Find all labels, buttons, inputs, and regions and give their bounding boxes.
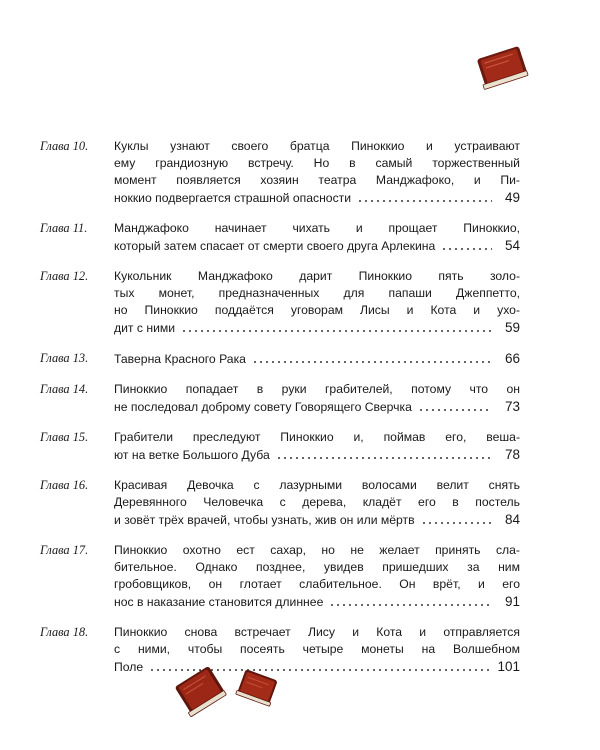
entry-line: дит с ними	[114, 321, 176, 335]
chapter-label: Глава 15.	[40, 430, 89, 444]
dot-leader	[181, 329, 492, 333]
chapter-label: Глава 16.	[40, 478, 89, 492]
chapter-label: Глава 10.	[40, 139, 89, 153]
dot-leader	[329, 603, 492, 607]
entry-line: ноккио подвергается страшной опасности	[114, 191, 352, 205]
entry-last-line	[114, 511, 520, 529]
toc-entry[interactable]	[40, 429, 520, 464]
book-icon	[168, 660, 232, 720]
page-number: 78	[504, 447, 520, 462]
chapter-label: Глава 12.	[40, 269, 89, 283]
toc-entry[interactable]	[40, 477, 520, 529]
entry-last-line	[114, 398, 520, 416]
entry-line: Манджафоко начинает чихать и прощает Пиноккио,	[114, 221, 520, 235]
toc-entry[interactable]	[40, 350, 520, 368]
entry-line: момент появляется хозяин театра Манджафоко, и Пи-	[114, 173, 520, 187]
chapter-label: Глава 13.	[40, 351, 89, 365]
toc-entry[interactable]	[40, 268, 520, 337]
dot-leader	[252, 360, 492, 364]
entry-line: гробовщиков, он глотает слабительное. Он врёт, и его	[114, 577, 520, 591]
page-number: 101	[497, 659, 520, 674]
chapter-label: Глава 11.	[40, 221, 88, 235]
entry-last-line	[114, 237, 520, 255]
dot-leader	[418, 408, 492, 412]
dot-leader	[421, 521, 492, 525]
entry-line: с ними, чтобы посеять четыре монеты на Волшебном	[114, 642, 520, 656]
chapter-label: Глава 17.	[40, 543, 89, 557]
page-number: 54	[504, 238, 520, 253]
entry-last-line	[114, 593, 520, 611]
entry-last-line	[114, 189, 520, 207]
entry-line: но Пиноккио поддаётся уговорам Лисы и Кота и ухо-	[114, 303, 520, 317]
page-number: 59	[504, 320, 520, 335]
page-number: 73	[504, 399, 520, 414]
toc-entry[interactable]	[40, 381, 520, 416]
dot-leader	[276, 456, 492, 460]
book-icon	[232, 664, 282, 712]
entry-line: Поле	[114, 660, 144, 674]
entry-line: Пиноккио охотно ест сахар, но не желает принять сла-	[114, 543, 520, 557]
entry-line: Пиноккио снова встречает Лису и Кота и отправляется	[114, 625, 520, 639]
entry-line: Красивая Девочка с лазурными волосами велит снять	[114, 478, 520, 492]
entry-line: бительное. Однако позднее, увидев пришедших за ним	[114, 560, 520, 574]
book-icon	[470, 38, 534, 94]
toc-entry[interactable]	[40, 542, 520, 611]
toc-entry[interactable]	[40, 220, 520, 255]
dot-leader	[441, 247, 492, 251]
entry-line: ему грандиозную встречу. Но в самый торжественный	[114, 156, 520, 170]
page-number: 49	[504, 190, 520, 205]
entry-line: и зовёт трёх врачей, чтобы узнать, жив он или мёртв	[114, 513, 415, 527]
entry-line: Грабители преследуют Пиноккио и, поймав его, веша-	[114, 430, 520, 444]
entry-last-line	[114, 319, 520, 337]
chapter-label: Глава 18.	[40, 625, 89, 639]
entry-line: который затем спасает от смерти своего друга Арлекина	[114, 239, 436, 253]
toc-entry[interactable]	[40, 138, 520, 207]
entry-line: тых монет, предназначенных для папаши Джеппетто,	[114, 286, 520, 300]
entry-line: Таверна Красного Рака	[114, 352, 246, 366]
page-number: 84	[504, 512, 520, 527]
entry-last-line	[114, 350, 520, 368]
entry-line: ют на ветке Большого Дуба	[114, 448, 270, 462]
entry-line: не последовал доброму совету Говорящего Сверчка	[114, 400, 412, 414]
chapter-label: Глава 14.	[40, 382, 89, 396]
entry-line: Деревянного Человечка с дерева, кладёт его в постель	[114, 495, 520, 509]
contents-list	[40, 138, 520, 689]
entry-line: Пиноккио попадает в руки грабителей, потому что он	[114, 382, 520, 396]
entry-line: нос в наказание становится длиннее	[114, 595, 324, 609]
entry-line: Куклы узнают своего братца Пиноккио и устраивают	[114, 139, 520, 153]
page-number: 91	[504, 594, 520, 609]
page-number: 66	[504, 351, 520, 366]
dot-leader	[357, 199, 492, 203]
entry-line: Кукольник Манджафоко дарит Пиноккио пять золо-	[114, 269, 520, 283]
entry-last-line	[114, 446, 520, 464]
